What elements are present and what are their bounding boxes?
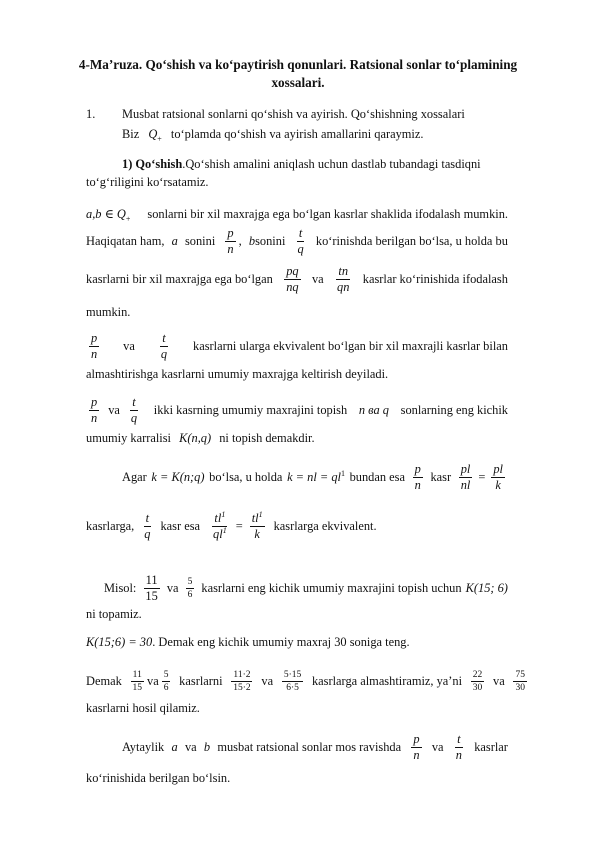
proof-text-5: kasrlarni bir xil maxrajga ega bo‘lgan — [86, 272, 273, 286]
fraction-denominator: n — [455, 747, 462, 762]
lcm-line2 — [86, 430, 315, 446]
fraction-numerator: 11 — [132, 669, 142, 680]
fraction-denominator: nq — [286, 279, 299, 294]
superscript: 1 — [340, 468, 345, 478]
membership-expr: a,b ∈ Q — [86, 207, 126, 221]
assumption-text-2: musbat ratsional sonlar mos ravishda — [217, 740, 402, 754]
conversion-text-2: kasrlarni — [179, 674, 223, 688]
addition-label: 1) Qo‘shish — [122, 157, 183, 171]
fraction-numerator: 75 — [515, 669, 525, 680]
conversion-text-3: kasrlarga almashtiramiz, ya’ni — [311, 674, 463, 688]
fraction-11-over-15 — [131, 670, 145, 693]
assumption-text-3: kasrlar — [474, 740, 508, 754]
fraction-numerator — [212, 509, 227, 527]
fraction-numerator: t — [132, 394, 136, 409]
fraction-75-over-30 — [513, 670, 527, 693]
fraction-denominator: qn — [337, 279, 350, 294]
fraction-pq-over-nq — [284, 265, 300, 294]
equals-sign: = — [478, 470, 486, 484]
fraction-numerator: 5 — [163, 669, 169, 680]
statement-line — [86, 206, 508, 222]
fraction-numerator: 5·15 — [283, 669, 302, 680]
superscript: 1 — [258, 509, 263, 519]
agar-word: Agar — [122, 470, 147, 484]
numerator-base: tl — [251, 510, 259, 525]
lecture-title: 4-Ma’ruza. Qo‘shish va ko‘paytirish qonunlari. Ratsional sonlar to‘plamining xossalari. — [78, 57, 518, 90]
conjunction-va: va — [147, 674, 159, 688]
fraction-numerator: 11·2 — [233, 669, 251, 680]
example-line2: ni topamiz. — [86, 607, 142, 621]
fraction-t-over-q — [129, 396, 139, 425]
agar-text-1: bo‘lsa, u holda — [209, 470, 283, 484]
fraction-t-over-n — [454, 733, 464, 762]
section-subline-pre: Biz — [122, 127, 140, 141]
fraction-p-over-n — [411, 733, 421, 762]
fraction-numerator: p — [91, 394, 98, 409]
fraction-t-over-q — [142, 512, 152, 541]
fraction-p-over-n — [89, 332, 99, 361]
membership-subscript: + — [125, 214, 131, 224]
fraction-tn-over-qn — [335, 265, 351, 294]
lcm-vars: n ва q — [358, 403, 389, 417]
fraction-denominator: n — [413, 747, 420, 762]
agar-eq: k = nl = ql — [287, 470, 341, 484]
addition-intro-line2: to‘g‘riligini ko‘rsatamiz. — [86, 175, 209, 189]
conjunction-va: va — [108, 403, 120, 417]
fraction-denominator: 6 — [163, 682, 169, 693]
agar-line — [122, 460, 508, 494]
lcm-result-expr: K(15;6) = 30 — [86, 635, 153, 649]
var-a: a — [171, 234, 178, 248]
proof-text-1: Haqiqatan ham, — [86, 234, 165, 248]
equivalence-line — [86, 508, 377, 544]
fraction-numerator: p — [414, 461, 421, 476]
denominator-base: ql — [213, 526, 223, 541]
proof-text-4: ko‘rinishda berilgan bo‘lsa, u holda bu — [315, 234, 508, 248]
lcm-result-text: . Demak eng kichik umumiy maxraj 30 soniga teng. — [152, 635, 410, 649]
fraction-5-over-6 — [162, 670, 171, 693]
addition-intro-line1 — [122, 156, 508, 172]
equation-pl — [456, 463, 508, 492]
fraction-denominator: k — [495, 477, 501, 492]
example-text: kasrlarni eng kichik umumiy maxrajini topish uchun — [201, 581, 462, 595]
lcm-text-4: ni topish demakdir. — [219, 431, 315, 445]
definition-line1 — [86, 330, 508, 362]
lcm-text-1: ikki kasrning umumiy maxrajini topish — [153, 403, 348, 417]
conjunction-va: va — [123, 339, 135, 353]
fraction-numerator: tn — [338, 263, 349, 278]
example-label: Misol: — [104, 581, 137, 595]
fraction-denominator: n — [414, 477, 421, 492]
fraction-denominator: 30 — [515, 682, 525, 693]
conjunction-va: va — [166, 581, 179, 595]
equals-sign: = — [235, 519, 243, 533]
fraction-denominator — [211, 527, 229, 541]
proof-line1 — [86, 226, 508, 256]
fraction-denominator: n — [91, 346, 98, 361]
fraction-denominator: 6·5 — [286, 682, 299, 693]
statement-text: sonlarni bir xil maxrajga ega bo‘lgan kasrlar shaklida ifodalash mumkin. — [147, 207, 508, 221]
var-a: a — [171, 740, 178, 754]
lcm-result-line — [86, 634, 410, 650]
equivalence-text-3: kasrlarga ekvivalent. — [273, 519, 377, 533]
section-subline-post: to‘plamda qo‘shish va ayirish amallarini qaraymiz. — [170, 127, 424, 141]
set-symbol: Q — [148, 127, 158, 141]
fraction-11-over-15 — [143, 574, 159, 603]
fraction-numerator: 22 — [472, 669, 483, 680]
fraction-numerator: 11 — [145, 572, 158, 587]
fraction-denominator: 15 — [132, 682, 142, 693]
conversion-line — [86, 664, 530, 698]
fraction-denominator: 6 — [187, 589, 193, 600]
fraction-denominator: 15·2 — [233, 682, 251, 693]
fraction-numerator: t — [298, 225, 303, 240]
conversion-fractions — [128, 670, 174, 693]
var-b: b — [203, 740, 211, 754]
fraction-numerator: 5 — [187, 576, 193, 587]
fraction-denominator: 30 — [472, 682, 483, 693]
comma: , — [238, 234, 242, 248]
fraction-p-over-n — [89, 396, 99, 425]
fraction-t-over-q — [296, 227, 306, 256]
fraction-denominator: 15 — [145, 588, 158, 603]
definition-text: kasrlarni ularga ekvivalent bo‘lgan bir xil maxrajli kasrlar bilan — [193, 339, 508, 353]
conjunction-va: va — [261, 674, 274, 688]
addition-intro-text: .Qo‘shish amalini aniqlash uchun dastlab tubandagi tasdiqni — [182, 157, 481, 171]
fraction-denominator: nl — [460, 477, 471, 492]
assumption-line — [122, 730, 508, 764]
proof-text-3: sonini — [255, 234, 286, 248]
proof-line2 — [86, 262, 508, 296]
equivalence-text-2: kasr esa — [160, 519, 201, 533]
fraction-numerator: pl — [493, 461, 503, 476]
fraction-5-over-6 — [186, 577, 195, 600]
definition-line2: almashtirishga kasrlarni umumiy maxrajga keltirish deyiladi. — [86, 367, 389, 381]
fraction-numerator: p — [227, 225, 234, 240]
set-subscript: + — [157, 134, 162, 144]
fraction-denominator: n — [91, 410, 98, 425]
superscript: 1 — [222, 525, 227, 535]
fraction-numerator — [250, 509, 265, 527]
proof-text-2: sonini — [184, 234, 216, 248]
fraction-p-over-n — [413, 463, 423, 492]
fraction-pl-over-k — [491, 463, 505, 492]
fraction-denominator: q — [297, 241, 304, 256]
var-b: b — [248, 234, 256, 248]
lcm-line1 — [86, 394, 508, 426]
kasr-word: kasr — [430, 470, 452, 484]
conjunction-va: va — [184, 740, 197, 754]
lcm-expr: K(n,q) — [179, 431, 212, 445]
fraction-5x15-over-6x5 — [282, 670, 303, 693]
fraction-numerator: p — [91, 330, 98, 345]
section-number: 1. — [86, 107, 96, 121]
example-line — [104, 570, 508, 606]
fraction-numerator: t — [162, 330, 166, 345]
fraction-numerator: p — [413, 731, 420, 746]
equivalence-text-1: kasrlarga, — [86, 519, 135, 533]
conversion-line2: kasrlarni hosil qilamiz. — [86, 701, 200, 715]
fraction-numerator: t — [457, 731, 461, 746]
fraction-denominator: n — [227, 241, 234, 256]
fraction-numerator: t — [145, 510, 150, 525]
lcm-text-3: umumiy karralisi — [86, 431, 171, 445]
fraction-11x2-over-15x2 — [231, 670, 252, 693]
fraction-numerator: pq — [286, 263, 299, 278]
fraction-denominator: k — [254, 526, 260, 541]
agar-text-2: bundan esa — [349, 470, 405, 484]
fraction-t-over-q — [159, 332, 169, 361]
agar-expr: k = K(n;q) — [151, 470, 205, 484]
fraction-tl1-over-k — [250, 509, 265, 541]
fraction-p-over-n — [225, 227, 235, 256]
proof-line3: mumkin. — [86, 305, 131, 319]
superscript: 1 — [221, 509, 226, 519]
fraction-denominator: q — [160, 346, 168, 361]
conversion-text-1: Demak — [86, 674, 122, 688]
assumption-text-1: Aytaylik — [122, 740, 165, 754]
fraction-22-over-30 — [471, 670, 485, 693]
fraction-pl-over-nl — [459, 463, 473, 492]
example-expr: K(15; 6) — [465, 581, 508, 595]
numerator-base: tl — [214, 510, 222, 525]
lcm-fractions — [86, 396, 142, 425]
fraction-p-n-group — [222, 227, 241, 256]
section-subline — [122, 126, 423, 142]
fraction-denominator: q — [144, 526, 151, 541]
conjunction-va: va — [311, 272, 324, 286]
lcm-text-2: sonlarning eng kichik — [400, 403, 508, 417]
fraction-numerator: pl — [460, 461, 471, 476]
section-heading: Musbat ratsional sonlarni qo‘shish va ayirish. Qo‘shishning xossalari — [122, 107, 465, 121]
fraction-denominator: q — [130, 410, 138, 425]
fraction-tl1-over-ql1 — [211, 509, 229, 541]
conjunction-va: va — [431, 740, 444, 754]
conjunction-va: va — [493, 674, 505, 688]
assumption-line2: ko‘rinishida berilgan bo‘lsin. — [86, 771, 231, 785]
proof-text-6: kasrlar ko‘rinishida ifodalash — [362, 272, 508, 286]
